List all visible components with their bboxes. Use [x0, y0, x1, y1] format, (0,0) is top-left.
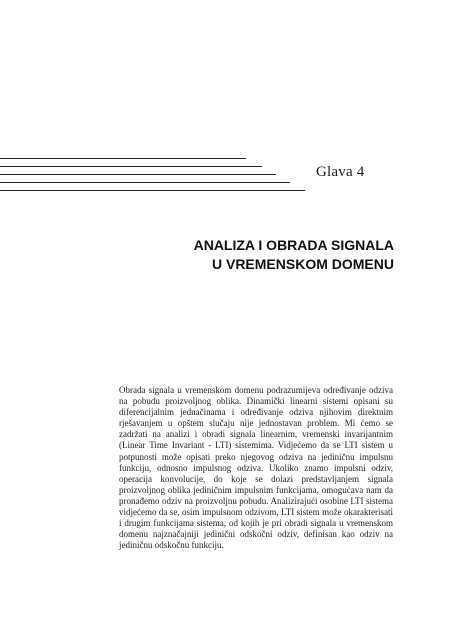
rule-line [0, 166, 262, 167]
intro-paragraph: Obrada signala u vremenskom domenu podrazumijeva određivanje odziva na pobudu proizvoljnog oblika. Dinamički linearni sistemi opisani su diferencijalnim jednačinama i određivanje odziva njihovim direktnim rješavanjem u opštem slučaju nije jednostavan problem. Mi ćemo se zadržati na analizi i obradi signala linearnim, vremenski invarijantnim (Linear Time Invariant - LTI) sistemima. Vidjećemo da se LTI sistem u potpunosti može opisati preko njegovog odziva na jediničnu impulsnu funkciju, odnosno impulsnog odziva. Ukoliko znamo impulsni odziv, operacija konvolucije, do koje se dolazi predstavljanjem signala proizvoljnog oblika jediničnim impulsnim funkcijama, omogućava nam da pronađemo odziv na proizvoljnu pobudu. Analizirajući osobine LTI sistema vidjećemo da se, osim impulsnom odzivom, LTI sistem može okarakterisati i drugim funkcijama sistema, od kojih je pri obradi signala u vremenskom domenu najznačajniji jedinični odskočni odziv, definisan kao odziv na jediničnu odskočnu funkciju. [119, 385, 393, 551]
chapter-title [194, 236, 394, 274]
rule-line [0, 190, 305, 191]
rule-line [0, 174, 276, 175]
rule-line [0, 182, 290, 183]
chapter-label: Glava 4 [316, 164, 365, 180]
rule-line [0, 158, 246, 159]
chapter-title-line-2: U VREMENSKOM DOMENU [211, 256, 394, 272]
chapter-title-line-1: ANALIZA I OBRADA SIGNALA [193, 237, 394, 253]
